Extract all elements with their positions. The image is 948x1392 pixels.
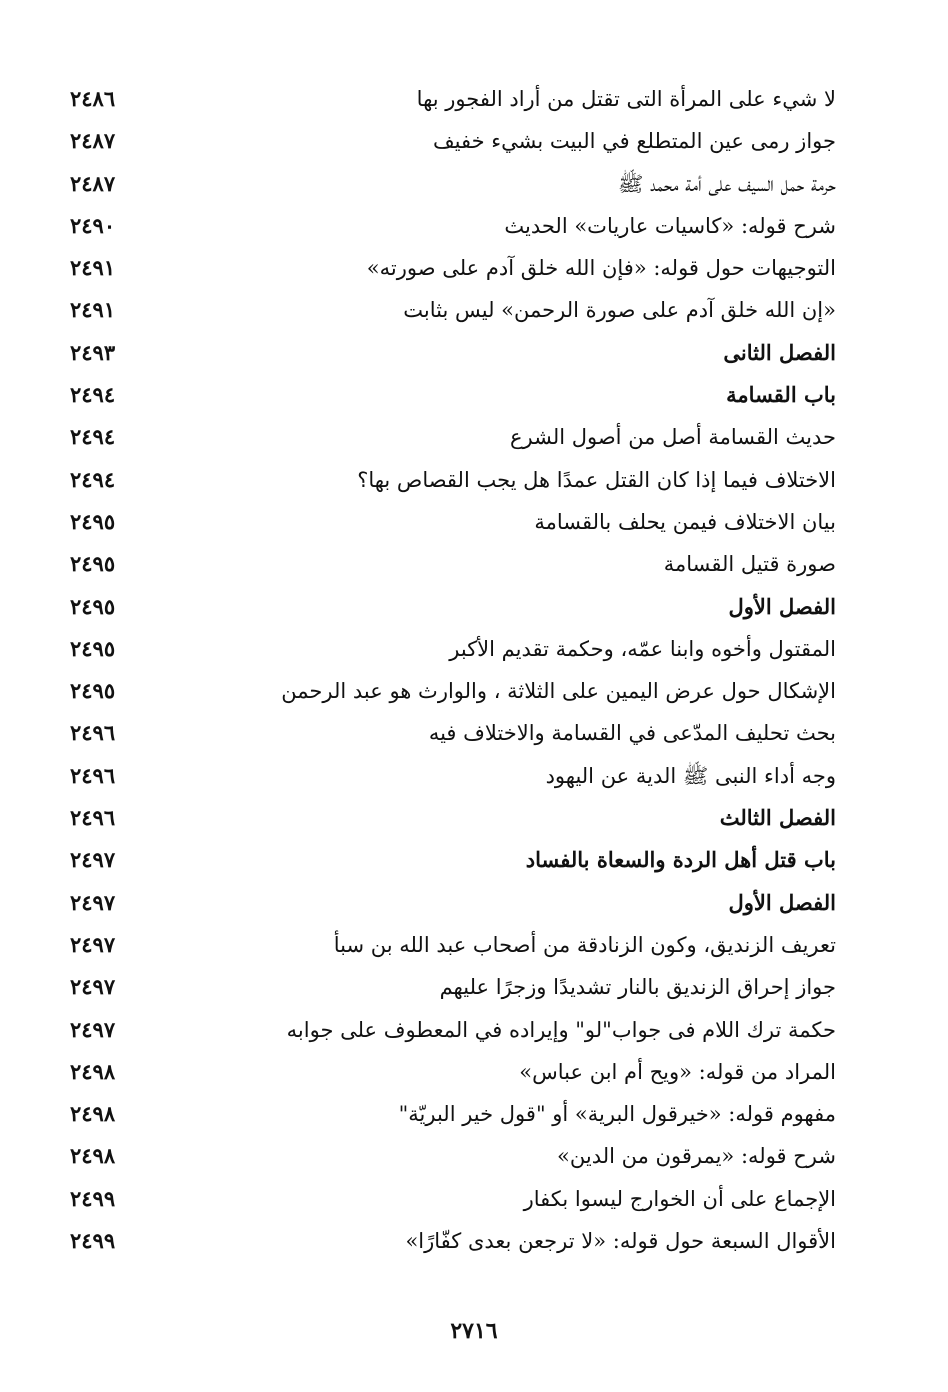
toc-page-number: ٢٤٩٦	[70, 762, 116, 788]
table-of-contents	[60, 78, 836, 1262]
toc-page-number: ٢٤٩٥	[70, 635, 116, 661]
toc-page-number: ٢٤٩٣	[70, 339, 116, 365]
toc-entry-text: بحث تحليف المدّعى في القسامة والاختلاف فيه	[428, 721, 836, 746]
toc-page-number: ٢٤٨٦	[70, 86, 116, 111]
toc-heading-text: الفصل الثانى	[723, 339, 836, 365]
toc-entry-text: الإشكال حول عرض اليمين على الثلاثة ، والوارث هو عبد الرحمن	[281, 679, 836, 704]
toc-heading-row	[60, 882, 836, 924]
toc-entry-text: وجه أداء النبى ﷺ الدية عن اليهود	[545, 763, 836, 788]
toc-page-number: ٢٤٩٧	[70, 889, 116, 915]
toc-page-number: ٢٤٩١	[70, 255, 116, 281]
toc-entry-text: الإجماع على أن الخوارج ليسوا بكفار	[523, 1186, 836, 1211]
toc-entry-text: حديث القسامة أصل من أصول الشرع	[509, 425, 836, 450]
toc-page-number: ٢٤٩٤	[70, 382, 116, 408]
toc-page-number: ٢٤٩٦	[70, 805, 116, 831]
toc-entry-text: بيان الاختلاف فيمن يحلف بالقسامة	[534, 509, 836, 534]
toc-heading-row	[60, 797, 836, 839]
toc-entry-text: جواز رمى عين المتطلع في البيت بشيء خفيف	[432, 129, 836, 154]
toc-page-number: ٢٤٩٥	[70, 551, 116, 577]
toc-heading-row	[60, 839, 836, 881]
toc-row	[60, 416, 836, 458]
toc-row	[60, 1051, 836, 1093]
toc-entry-text: صورة قتيل القسامة	[663, 552, 836, 577]
toc-entry-text: الاختلاف فيما إذا كان القتل عمدًا هل يجب القصاص بها؟	[357, 467, 836, 492]
toc-page-number: ٢٤٩٨	[70, 1058, 116, 1084]
toc-row	[60, 924, 836, 966]
toc-page-number: ٢٤٩٥	[70, 508, 116, 534]
toc-entry-text: المراد من قوله: «ويح أم ابن عباس»	[519, 1059, 836, 1084]
toc-row	[60, 543, 836, 585]
toc-heading-row	[60, 586, 836, 628]
toc-row	[60, 712, 836, 754]
toc-row	[60, 755, 836, 797]
toc-row	[60, 120, 836, 162]
toc-row	[60, 205, 836, 247]
toc-heading-text: الفصل الأول	[728, 593, 836, 619]
toc-page-number: ٢٤٩٥	[70, 678, 116, 704]
toc-entry-text: جواز إحراق الزنديق بالنار تشديدًا وزجرًا عليهم	[439, 975, 836, 1000]
toc-row	[60, 1009, 836, 1051]
toc-page-number: ٢٤٩٦	[70, 720, 116, 746]
toc-row	[60, 628, 836, 670]
toc-row	[60, 78, 836, 120]
toc-entry-text: حكمة ترك اللام فى جواب"لو" وإيراده في المعطوف على جوابه	[286, 1017, 836, 1042]
toc-entry-text: شرح قوله: «يمرقون من الدين»	[557, 1144, 836, 1169]
toc-page-number: ٢٤٩٥	[70, 593, 116, 619]
toc-page-number: ٢٤٩٩	[70, 1228, 116, 1254]
toc-page-number: ٢٤٩٨	[70, 1143, 116, 1169]
toc-page-number: ٢٤٩٧	[70, 931, 116, 957]
toc-page-number: ٢٤٩١	[70, 297, 116, 323]
toc-entry-text: شرح قوله: «كاسيات عاريات» الحديث	[504, 213, 836, 238]
toc-page-number: ٢٤٩٧	[70, 847, 116, 873]
toc-row	[60, 966, 836, 1008]
toc-row	[60, 289, 836, 331]
page-number: ٢٧١٦	[450, 1318, 498, 1344]
toc-entry-text: «إن الله خلق آدم على صورة الرحمن» ليس بثابت	[403, 298, 836, 323]
toc-page-number: ٢٤٩٨	[70, 1101, 116, 1127]
toc-entry-text: لا شيء على المرأة التى تقتل من أراد الفجور بها	[416, 87, 836, 111]
toc-row	[60, 1093, 836, 1135]
toc-page-number: ٢٤٩٩	[70, 1185, 116, 1211]
toc-heading-row	[60, 374, 836, 416]
toc-page-number: ٢٤٩٤	[70, 466, 116, 492]
toc-row	[60, 459, 836, 501]
toc-row	[60, 247, 836, 289]
toc-row	[60, 1178, 836, 1220]
toc-page-number: ٢٤٩٧	[70, 974, 116, 1000]
toc-heading-text: الفصل الثالث	[719, 805, 836, 831]
toc-page-number: ٢٤٨٧	[70, 128, 116, 154]
toc-heading-text: الفصل الأول	[728, 889, 836, 915]
toc-entry-text: المقتول وأخوه وابنا عمّه، وحكمة تقديم الأكبر	[449, 636, 836, 661]
toc-entry-text: التوجيهات حول قوله: «فإن الله خلق آدم على صورته»	[366, 256, 836, 281]
toc-page-number: ٢٤٨٧	[70, 170, 116, 196]
toc-heading-row	[60, 332, 836, 374]
toc-row	[60, 1220, 836, 1262]
toc-heading-text: باب القسامة	[726, 382, 836, 408]
toc-entry-text: حرمة حمل السيف على أمة محمد ﷺ	[618, 171, 836, 196]
toc-heading-text: باب قتل أهل الردة والسعاة بالفساد	[525, 847, 836, 873]
toc-entry-text: الأقوال السبعة حول قوله: «لا ترجعن بعدى كفّارًا»	[405, 1229, 836, 1254]
toc-row	[60, 1135, 836, 1177]
toc-row	[60, 670, 836, 712]
toc-entry-text: مفهوم قوله: «خيرقول البرية» أو "قول خير البريّة"	[398, 1102, 836, 1127]
toc-row	[60, 163, 836, 205]
toc-page-number: ٢٤٩٤	[70, 424, 116, 450]
toc-page-number: ٢٤٩٧	[70, 1016, 116, 1042]
toc-entry-text: تعريف الزنديق، وكون الزنادقة من أصحاب عبد الله بن سبأ	[333, 932, 836, 957]
toc-row	[60, 501, 836, 543]
toc-page-number: ٢٤٩٠	[70, 212, 116, 238]
